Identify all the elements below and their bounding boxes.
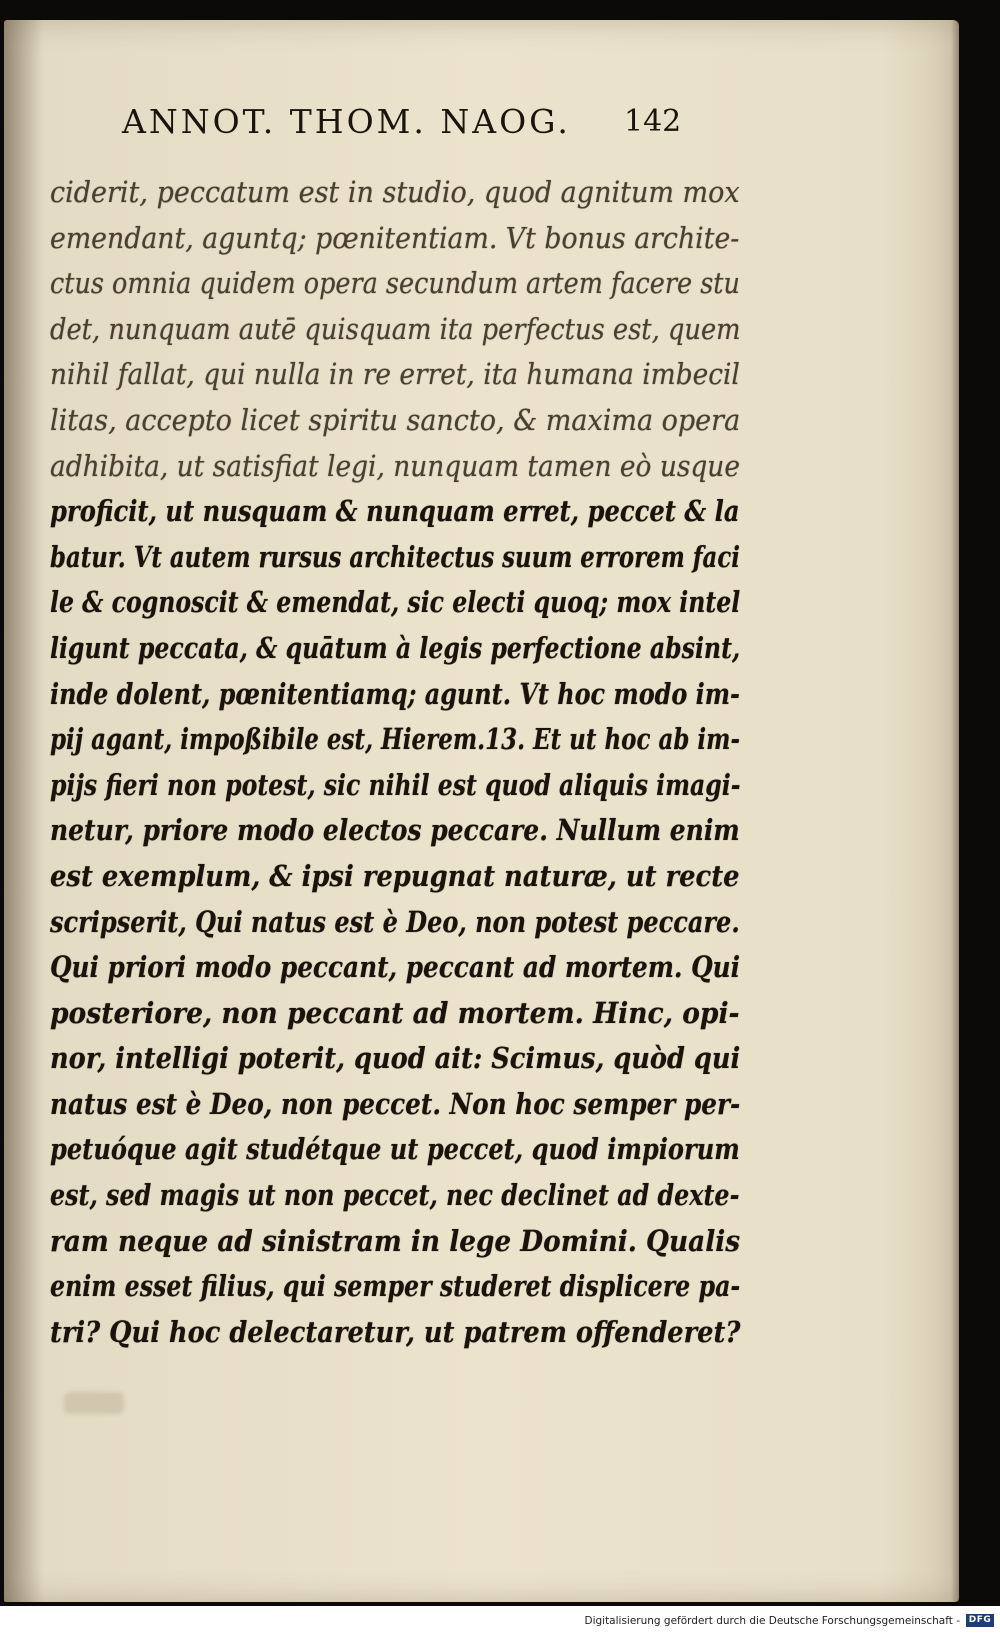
text-line: litas, accepto licet spiritu sancto, & maxima opera (50, 402, 741, 437)
text-line: posteriore, non peccant ad mortem. Hinc, opi- (50, 995, 740, 1030)
text-line: ctus omnia quidem opera secundum artem facere stu (50, 266, 740, 301)
text-line: pij agant, impoßibile est, Hierem.13. Et ut hoc ab im- (50, 722, 740, 757)
text-line: emendant, aguntq; pœnitentiam. Vt bonus archite- (50, 220, 740, 255)
text-line: scripserit, Qui natus est è Deo, non potest peccare. (50, 904, 740, 939)
ink-smudge (64, 1392, 124, 1414)
page-number: 142 (624, 104, 682, 139)
text-line: netur, priore modo electos peccare. Nullum enim (50, 813, 740, 848)
text-line: est, sed magis ut non peccet, nec declinet ad dexte- (50, 1178, 740, 1213)
text-line: Qui priori modo peccant, peccant ad mortem. Qui (50, 950, 741, 985)
dfg-logo: DFG (966, 1614, 994, 1627)
spine-shadow (4, 20, 44, 1602)
text-line: ligunt peccata, & quātum à legis perfectione absint, (50, 630, 741, 665)
text-line: est exemplum, & ipsi repugnat naturæ, ut recte (50, 858, 740, 893)
running-head-title: ANNOT. THOM. NAOG. (122, 102, 571, 141)
text-line: natus est è Deo, non peccet. Non hoc semper per- (50, 1086, 741, 1121)
text-line: proficit, ut nusquam & nunquam erret, peccet & la (50, 494, 740, 529)
text-line: nihil fallat, qui nulla in re erret, ita humana imbecil (50, 357, 740, 392)
book-page (4, 20, 959, 1602)
text-line: enim esset filius, qui semper studeret displicere pa- (50, 1269, 741, 1304)
text-line: nor, intelligi poterit, quod ait: Scimus, quòd qui (50, 1041, 741, 1076)
funding-credit: Digitalisierung gefördert durch die Deutsche Forschungsgemeinschaft - (584, 1615, 960, 1627)
page-edge (951, 20, 959, 1602)
text-line: le & cognoscit & emendat, sic electi quoq; mox intel (50, 585, 741, 620)
text-line: ciderit, peccatum est in studio, quod agnitum mox (50, 175, 740, 209)
text-line: adhibita, ut satisfiat legi, nunquam tamen eò usque (50, 448, 740, 483)
text-line: petuóque agit studétque ut peccet, quod impiorum (50, 1132, 740, 1167)
running-head (122, 102, 742, 152)
text-line: ram neque ad sinistram in lege Domini. Qualis (50, 1223, 741, 1258)
footer-bar (0, 1606, 1000, 1635)
text-line: batur. Vt autem rursus architectus suum errorem faci (50, 539, 740, 574)
text-line: det, nunquam autē quisquam ita perfectus est, quem (50, 311, 741, 346)
text-line: inde dolent, pœnitentiamq; agunt. Vt hoc modo im- (50, 676, 740, 711)
text-line: pijs fieri non potest, sic nihil est quod aliquis imagi- (50, 767, 741, 802)
text-line: tri? Qui hoc delectaretur, ut patrem offenderet? (50, 1314, 741, 1349)
body-text (50, 170, 770, 1355)
